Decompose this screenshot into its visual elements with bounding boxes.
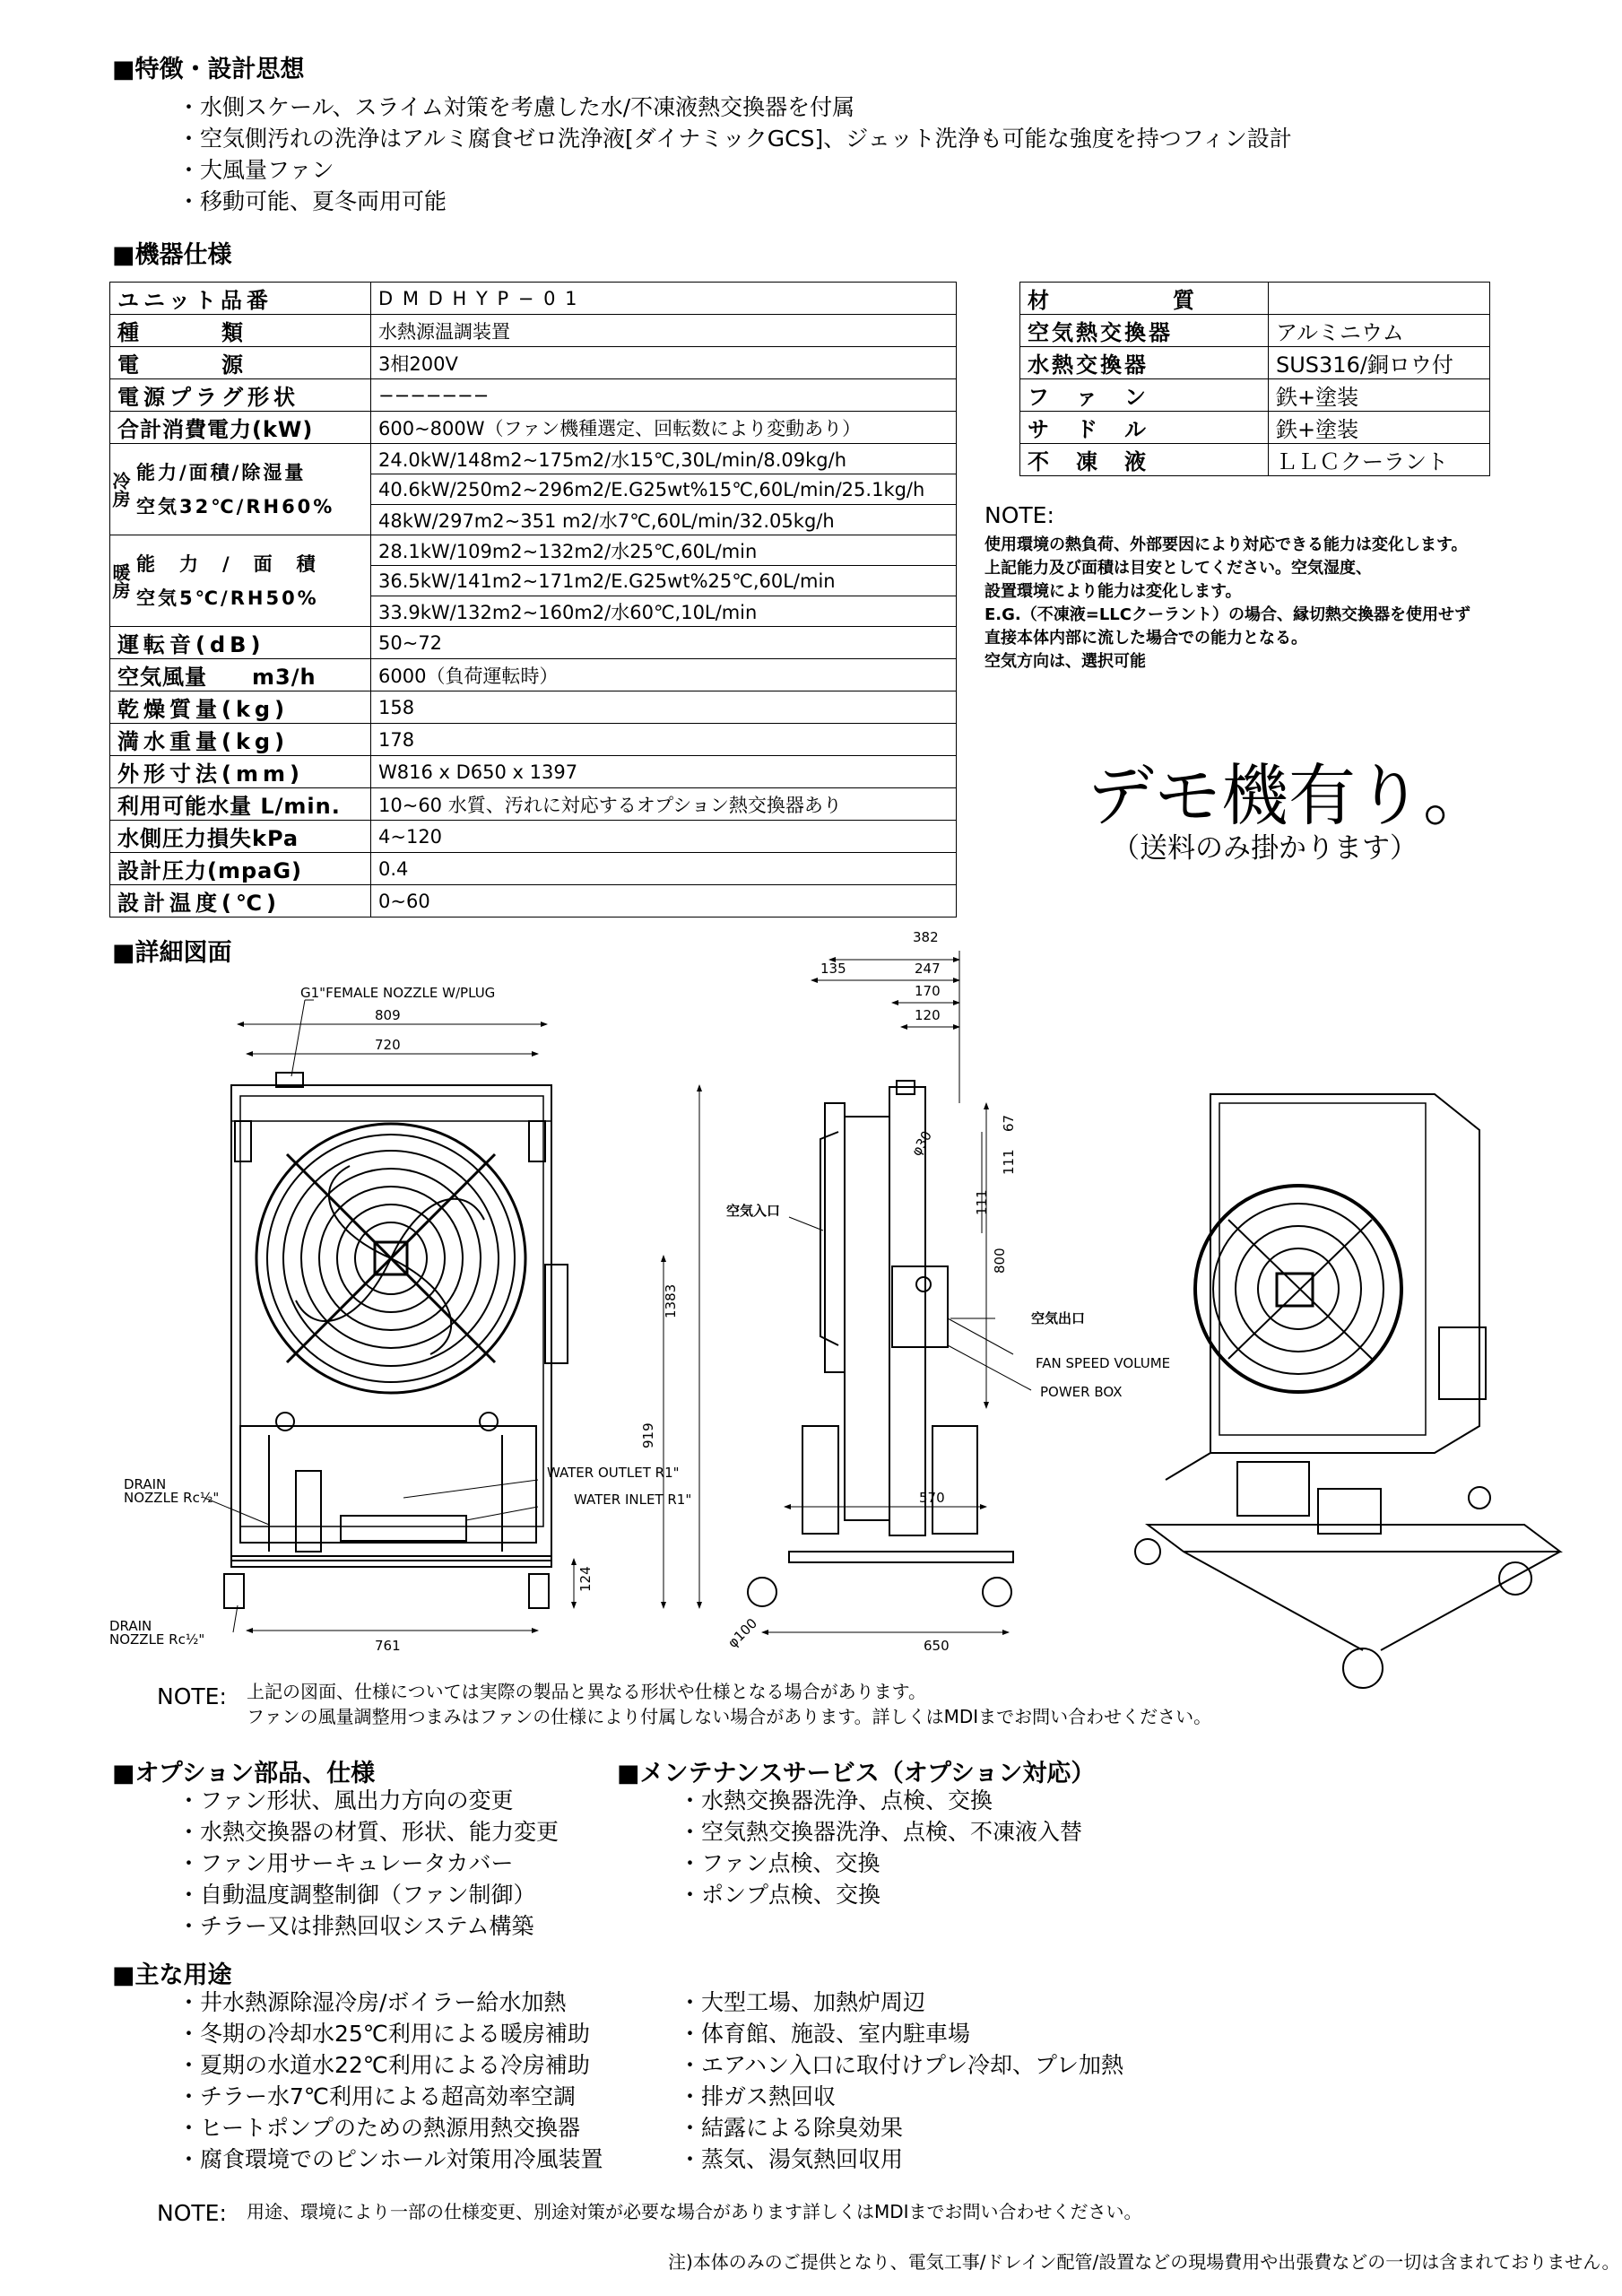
table-row: 種 類 水熱源温調装置 xyxy=(110,315,957,347)
table-row: 乾燥質量(kg) 158 xyxy=(110,691,957,724)
dim-label: 空気入口 xyxy=(726,1203,781,1219)
list-item: ・ポンプ点検、交換 xyxy=(679,1882,881,1908)
note1-title: NOTE: xyxy=(984,502,1054,528)
table-row: 冷房 能力/面積/除湿量 空気32℃/RH60% 24.0kW/148m2~175m2/水15℃,30L/min/8.09kg/h xyxy=(110,444,957,474)
table-row: 設計圧力(mpaG) 0.4 xyxy=(110,853,957,885)
note2-title: NOTE: xyxy=(157,1683,227,1709)
uses-right-list xyxy=(679,1987,1123,2175)
dim-label: POWER BOX xyxy=(1040,1384,1123,1400)
demo-available: デモ機有り。 xyxy=(1087,756,1491,835)
list-item: ・体育館、施設、室内駐車場 xyxy=(679,2021,971,2047)
dim-label: 570 xyxy=(919,1490,945,1506)
dim-label: 720 xyxy=(375,1037,401,1053)
table-row: 36.5kW/141m2~171m2/E.G25wt%25℃,60L/min xyxy=(110,566,957,596)
maintenance-title: ■メンテナンスサービス（オプション対応） xyxy=(617,1760,1096,1787)
table-row: 33.9kW/132m2~160m2/水60℃,10L/min xyxy=(110,596,957,627)
list-item: ・水熱交換器洗浄、点検、交換 xyxy=(679,1787,993,1813)
list-item: ・大風量ファン xyxy=(178,157,334,183)
table-row: 暖房 能 力 / 面 積 空気5℃/RH50% 28.1kW/109m2~132m2/水25℃,60L/min xyxy=(110,535,957,566)
dim-label: 空気出口 xyxy=(1031,1310,1086,1326)
list-item: ・自動温度調整制御（ファン制御） xyxy=(178,1882,536,1908)
drawing-title: ■詳細図面 xyxy=(112,939,232,967)
dim-label: DRAIN xyxy=(124,1476,167,1492)
footer-note: 注)本体のみのご提供となり、電気工事/ドレイン配管/設置などの現場費用や出張費などの一切は含まれておりません。 xyxy=(668,2251,1620,2273)
options-title: ■オプション部品、仕様 xyxy=(112,1760,376,1787)
list-item: ・ヒートポンプのための熱源用熱交換器 xyxy=(178,2115,581,2141)
list-item: ・水側スケール、スライム対策を考慮した水/不凍液熱交換器を付属 xyxy=(178,94,855,120)
list-item: ・チラー水7℃利用による超高効率空調 xyxy=(178,2083,576,2109)
dim-label: NOZZLE Rc½" xyxy=(124,1490,220,1506)
dim-label: FAN SPEED VOLUME xyxy=(1036,1355,1171,1371)
dim-label: 247 xyxy=(915,961,941,977)
note2-line1: 上記の図面、仕様については実際の製品と異なる形状や仕様となる場合があります。 xyxy=(247,1681,926,1702)
dim-label: 170 xyxy=(915,983,941,999)
dim-label: 135 xyxy=(820,961,846,977)
uses-title: ■主な用途 xyxy=(112,1961,232,1989)
note2-line2: ファンの風量調整用つまみはファンの仕様により付属しない場合があります。詳しくはMDIまでお問い合わせください。 xyxy=(247,1706,1212,1727)
dim-label: 650 xyxy=(924,1638,950,1654)
maintenance-list xyxy=(679,1785,1082,1910)
list-item: ・井水熱源除湿冷房/ボイラー給水加熱 xyxy=(178,1989,567,2015)
table-row: 48kW/297m2~351 m2/水7℃,60L/min/32.05kg/h xyxy=(110,505,957,535)
list-item: ・腐食環境でのピンホール対策用冷風装置 xyxy=(178,2146,603,2172)
detail-drawing xyxy=(0,915,1622,1695)
list-item: ・水熱交換器の材質、形状、能力変更 xyxy=(178,1819,559,1845)
table-row: 合計消費電力(kW) 600~800W（ファン機種選定、回転数により変動あり） xyxy=(110,412,957,444)
list-item: ・蒸気、湯気熱回収用 xyxy=(679,2146,904,2172)
table-row: フ ァ ン 鉄+塗装 xyxy=(1020,379,1490,412)
dim-label: 761 xyxy=(375,1638,401,1654)
dim-label: 124 xyxy=(577,1566,594,1592)
uses-left-list xyxy=(178,1987,603,2175)
table-row: サ ド ル 鉄+塗装 xyxy=(1020,412,1490,444)
table-row: 満水重量(kg) 178 xyxy=(110,724,957,756)
dim-label: G1"FEMALE NOZZLE W/PLUG xyxy=(300,985,496,1001)
list-item: ・ファン形状、風出力方向の変更 xyxy=(178,1787,514,1813)
table-row: 運転音(dB) 50~72 xyxy=(110,627,957,659)
list-item: ・エアハン入口に取付けプレ冷却、プレ加熱 xyxy=(679,2052,1124,2078)
list-item: ・夏期の水道水22℃利用による冷房補助 xyxy=(178,2052,590,2078)
isometric-view xyxy=(1135,1094,1560,1688)
dim-label: 809 xyxy=(375,1007,401,1023)
dim-label: WATER INLET R1" xyxy=(574,1492,692,1508)
dim-label: NOZZLE Rc½" xyxy=(109,1631,205,1648)
table-row: 不 凍 液 ＬＬＣクーラント xyxy=(1020,444,1490,476)
list-item: ・ファン点検、交換 xyxy=(679,1850,880,1876)
list-item: ・移動可能、夏冬両用可能 xyxy=(178,188,447,214)
dim-label: 111 xyxy=(1001,1149,1017,1175)
note3-text: 用途、環境により一部の仕様変更、別途対策が必要な場合があります詳しくはMDIまでお問い合わせください。 xyxy=(247,2201,1142,2222)
dim-label: 919 xyxy=(640,1422,656,1448)
side-view xyxy=(748,951,1031,1632)
features-title: ■特徴・設計思想 xyxy=(112,56,305,83)
demo-shipping-note: （送料のみ掛かります） xyxy=(1112,832,1418,865)
table-row: 設計温度(℃) 0~60 xyxy=(110,885,957,918)
list-item: ・チラー又は排熱回収システム構築 xyxy=(178,1913,534,1939)
list-item: ・空気側汚れの洗浄はアルミ腐食ゼロ洗浄液[ダイナミックGCS]、ジェット洗浄も可能な強度を持つフィン設計 xyxy=(178,126,1292,152)
dim-label: 120 xyxy=(915,1007,941,1023)
features-list xyxy=(178,91,1292,217)
dim-label: φ30 xyxy=(907,1127,935,1159)
front-view xyxy=(204,1000,699,1632)
list-item: ・空気熱交換器洗浄、点検、不凍液入替 xyxy=(679,1819,1083,1845)
note1-body: 使用環境の熱負荷、外部要因により対応できる能力は変化します。 上記能力及び面積は目安としてください。空気湿度、 設置環境により能力は変化します。 E.G.（不凍液=LLCクーラント）の場合、縁切熱交換器を使用せず 直接本体内部に流した場合での能力となる。 空気方向は、選択可能 xyxy=(984,535,1470,671)
table-row: 水熱交換器 SUS316/銅ロウ付 xyxy=(1020,347,1490,379)
dim-label: WATER OUTLET R1" xyxy=(547,1465,680,1481)
dim-label: DRAIN xyxy=(109,1618,152,1634)
list-item: ・ファン用サーキュレータカバー xyxy=(178,1850,514,1876)
table-row: 材 質 xyxy=(1020,283,1490,315)
list-item: ・冬期の冷却水25℃利用による暖房補助 xyxy=(178,2021,590,2047)
material-table xyxy=(1019,282,1490,476)
spec-title: ■機器仕様 xyxy=(112,241,232,269)
dim-label: φ100 xyxy=(724,1614,761,1651)
dim-label: 382 xyxy=(913,929,939,945)
table-row: ユニット品番 D M D H Y P − 0 1 xyxy=(110,283,957,315)
table-row: 電源プラグ形状 −−−−−−− xyxy=(110,379,957,412)
table-row: 水側圧力損失kPa 4~120 xyxy=(110,821,957,853)
spec-table xyxy=(109,282,957,918)
table-row: 電 源 3相200V xyxy=(110,347,957,379)
note3-title: NOTE: xyxy=(157,2200,227,2226)
options-list xyxy=(178,1785,559,1942)
table-row: 40.6kW/250m2~296m2/E.G25wt%15℃,60L/min/25.1kg/h xyxy=(110,474,957,505)
list-item: ・大型工場、加熱炉周辺 xyxy=(679,1989,926,2015)
dim-label: 67 xyxy=(1001,1114,1017,1132)
table-row: 利用可能水量 L/min. 10~60 水質、汚れに対応するオプション熱交換器あり xyxy=(110,788,957,821)
list-item: ・結露による除臭効果 xyxy=(679,2115,904,2141)
table-row: 空気風量 m3/h 6000（負荷運転時） xyxy=(110,659,957,691)
dim-label: 111 xyxy=(974,1189,990,1215)
table-row: 空気熱交換器 アルミニウム xyxy=(1020,315,1490,347)
dim-label: 800 xyxy=(992,1248,1008,1274)
list-item: ・排ガス熱回収 xyxy=(679,2083,837,2109)
table-row: 外形寸法(mm) W816 x D650 x 1397 xyxy=(110,756,957,788)
dim-label: 1383 xyxy=(663,1283,679,1318)
